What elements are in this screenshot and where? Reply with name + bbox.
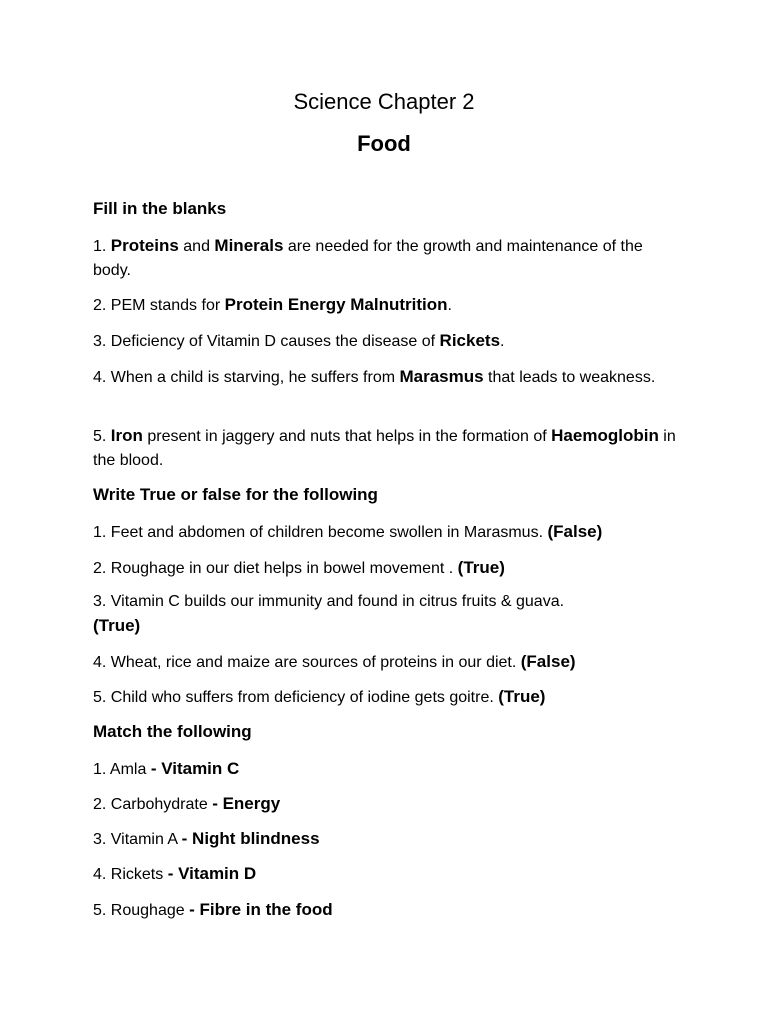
truefalse-item-1 xyxy=(93,520,683,545)
answer-text: (False) xyxy=(547,522,603,541)
item-text: When a child is starving, he suffers from xyxy=(106,369,400,386)
item-text: 3. Vitamin C builds our immunity and found in citrus fruits & guava. xyxy=(93,593,565,610)
answer-text: (True) xyxy=(498,687,546,706)
item-text: in the blood. xyxy=(93,428,676,469)
answer-text: Rickets xyxy=(439,331,501,350)
page-subtitle: Food xyxy=(357,131,411,156)
item-text: PEM stands for xyxy=(106,297,225,314)
item-text: 4. Rickets xyxy=(93,866,168,883)
answer-text: Protein Energy Malnutrition xyxy=(224,295,448,314)
item-text: 2. Roughage in our diet helps in bowel movement . xyxy=(93,560,458,577)
item-text: 2. Carbohydrate xyxy=(93,796,213,813)
item-text: Deficiency of Vitamin D causes the disease of xyxy=(106,333,440,350)
match-item-5 xyxy=(93,898,683,923)
answer-text: (True) xyxy=(457,558,505,577)
item-text: present in jaggery and nuts that helps in the formation of xyxy=(142,428,552,445)
item-number: 4. xyxy=(93,369,107,386)
match-item-4 xyxy=(93,862,683,887)
section-heading-match: Match the following xyxy=(93,722,252,741)
item-text: 3. Vitamin A xyxy=(93,831,182,848)
item-text: . xyxy=(447,297,452,314)
item-text: . xyxy=(500,333,505,350)
answer-text: Marasmus xyxy=(399,367,484,386)
item-text: 5. Child who suffers from deficiency of iodine gets goitre. xyxy=(93,689,499,706)
answer-text: - Vitamin D xyxy=(167,864,257,883)
answer-text: - Night blindness xyxy=(181,829,320,848)
answer-text: (False) xyxy=(520,652,576,671)
truefalse-item-2 xyxy=(93,556,683,581)
match-item-2 xyxy=(93,792,683,817)
fill-item-4 xyxy=(93,365,683,390)
answer-text: Haemoglobin xyxy=(551,426,659,445)
item-text: that leads to weakness. xyxy=(483,369,656,386)
item-number: 5. xyxy=(93,428,107,445)
answer-text: Iron xyxy=(110,426,143,445)
item-text: 1. Amla xyxy=(93,761,151,778)
answer-text: - Vitamin C xyxy=(150,759,240,778)
match-item-1 xyxy=(93,757,683,782)
match-item-3 xyxy=(93,827,683,852)
fill-item-2 xyxy=(93,293,683,318)
truefalse-item-5 xyxy=(93,685,683,710)
page-title: Science Chapter 2 xyxy=(293,89,475,114)
answer-text: - Energy xyxy=(212,794,281,813)
item-text: 5. Roughage xyxy=(93,902,190,919)
item-number: 2. xyxy=(93,297,107,314)
answer-text: (True) xyxy=(93,616,141,635)
item-text: 4. Wheat, rice and maize are sources of proteins in our diet. xyxy=(93,654,521,671)
item-text: and xyxy=(178,238,215,255)
truefalse-item-3 xyxy=(93,590,683,639)
fill-item-5 xyxy=(93,424,683,473)
section-heading-fill: Fill in the blanks xyxy=(93,199,227,218)
truefalse-item-4 xyxy=(93,650,683,675)
fill-item-3 xyxy=(93,329,683,354)
fill-item-1 xyxy=(93,234,683,283)
item-text: 1. Feet and abdomen of children become swollen in Marasmus. xyxy=(93,524,548,541)
answer-text: Minerals xyxy=(214,236,284,255)
item-number: 1. xyxy=(93,238,107,255)
section-heading-truefalse: Write True or false for the following xyxy=(93,485,378,504)
item-text: are needed for the growth and maintenance of the body. xyxy=(93,238,643,279)
answer-text: - Fibre in the food xyxy=(189,900,333,919)
item-number: 3. xyxy=(93,333,107,350)
answer-text: Proteins xyxy=(110,236,179,255)
